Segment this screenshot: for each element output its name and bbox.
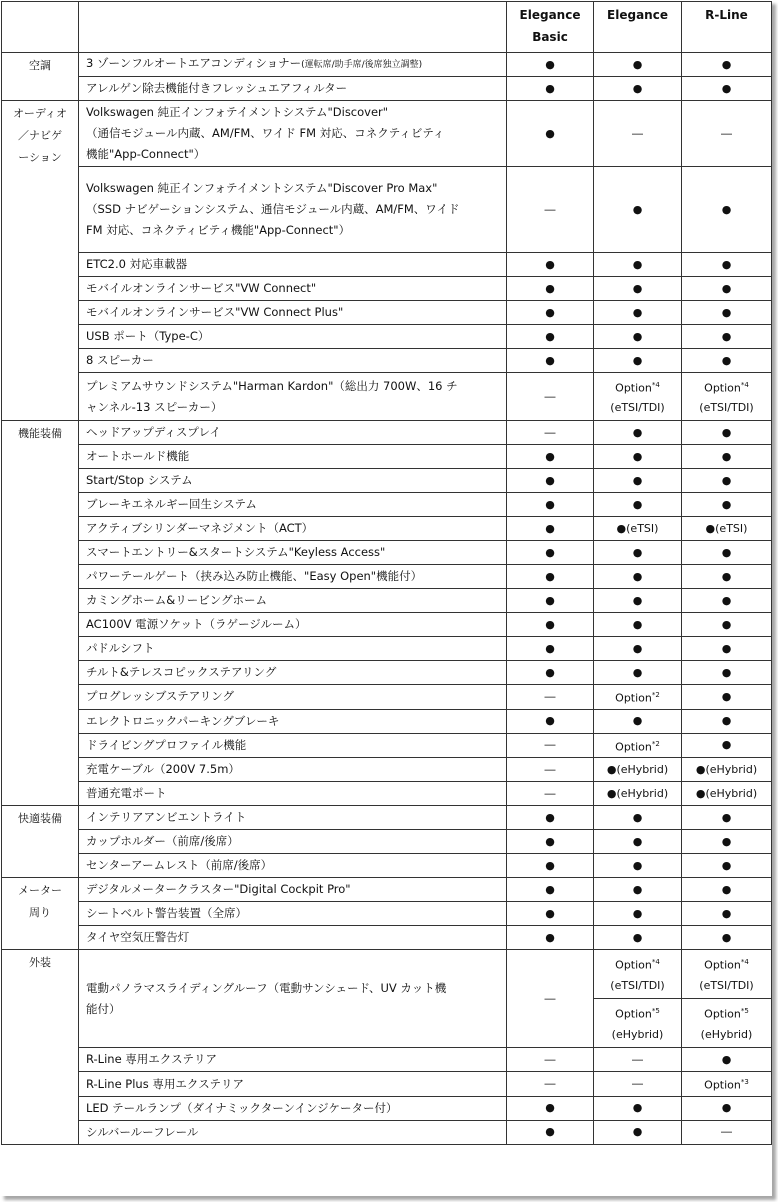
feature-label: アクティブシリンダーマネジメント（ACT） [79, 517, 507, 541]
value-r-line: ● [682, 77, 772, 101]
feature-label: USB ポート（Type-C） [79, 325, 507, 349]
table-row [2, 950, 772, 999]
value-elegance: Option$^{*4}$ (eTSI/TDI) [594, 373, 682, 421]
value-r-line: ● [682, 253, 772, 277]
value-elegance: ● [594, 1120, 682, 1144]
table-row [2, 830, 772, 854]
value-elegance-basic: ● [507, 253, 594, 277]
feature-label: モバイルオンラインサービス"VW Connect Plus" [79, 301, 507, 325]
table-row [2, 733, 772, 758]
feature-label: センターアームレスト（前席/後席） [79, 854, 507, 878]
feature-label: プレミアムサウンドシステム"Harman Kardon"（総出力 700W、16 チ ャンネル-13 スピーカー） [79, 373, 507, 421]
feature-label: タイヤ空気圧警告灯 [79, 926, 507, 950]
value-r-line: ● [682, 53, 772, 77]
value-r-line: ● [682, 878, 772, 902]
feature-label: モバイルオンラインサービス"VW Connect" [79, 277, 507, 301]
feature-label: 3 ゾーンフルオートエアコンディショナー(運転席/助手席/後席独立調整) [79, 53, 507, 77]
table-row [2, 878, 772, 902]
value-elegance: ● [594, 325, 682, 349]
category-audio-navigation: オーディオ ／ナビゲ ーション [2, 101, 79, 421]
value-elegance: Option$^{*5}$ (eHybrid) [594, 999, 682, 1048]
value-elegance-basic: ― [507, 950, 594, 1048]
table-row [2, 1072, 772, 1097]
table-row [2, 589, 772, 613]
value-elegance: ● [594, 565, 682, 589]
value-elegance: ● [594, 277, 682, 301]
value-elegance: ● [594, 445, 682, 469]
value-elegance: ●(eHybrid) [594, 782, 682, 806]
table-row [2, 1120, 772, 1144]
value-elegance: ● [594, 1096, 682, 1120]
value-elegance: ● [594, 709, 682, 733]
value-r-line: ● [682, 854, 772, 878]
table-row [2, 469, 772, 493]
value-elegance-basic: ● [507, 661, 594, 685]
table-row [2, 517, 772, 541]
value-r-line: ● [682, 325, 772, 349]
value-elegance: ● [594, 349, 682, 373]
value-elegance: ● [594, 613, 682, 637]
value-elegance: Option$^{*4}$ (eTSI/TDI) [594, 950, 682, 999]
value-elegance-basic: ● [507, 854, 594, 878]
feature-label: ドライビングプロファイル機能 [79, 733, 507, 758]
header-r-line: R-Line [682, 2, 772, 53]
table-row [2, 758, 772, 782]
value-elegance-basic: ● [507, 806, 594, 830]
value-elegance-basic: ● [507, 277, 594, 301]
header-category [2, 2, 79, 53]
feature-label: カミングホーム&リービングホーム [79, 589, 507, 613]
table-row [2, 613, 772, 637]
value-elegance-basic: ― [507, 373, 594, 421]
table-row [2, 493, 772, 517]
value-r-line: ― [682, 101, 772, 167]
header-elegance: Elegance [594, 2, 682, 53]
value-elegance: ― [594, 1072, 682, 1097]
value-r-line: ● [682, 637, 772, 661]
feature-label: インテリアアンビエントライト [79, 806, 507, 830]
value-elegance-basic: ― [507, 733, 594, 758]
table-row [2, 445, 772, 469]
value-r-line: ●(eHybrid) [682, 758, 772, 782]
table-row [2, 685, 772, 710]
table-row [2, 782, 772, 806]
value-r-line: ● [682, 277, 772, 301]
feature-label: 電動パノラマスライディングルーフ（電動サンシェード、UV カット機 能付） [79, 950, 507, 1048]
value-r-line: ● [682, 565, 772, 589]
value-r-line: ● [682, 830, 772, 854]
category-comfort: 快適装備 [2, 806, 79, 878]
feature-label: アレルゲン除去機能付きフレッシュエアフィルター [79, 77, 507, 101]
value-r-line: ● [682, 421, 772, 445]
value-r-line: ● [682, 661, 772, 685]
table-row [2, 325, 772, 349]
table-row [2, 373, 772, 421]
value-elegance-basic: ● [507, 541, 594, 565]
table-row [2, 53, 772, 77]
value-r-line: ● [682, 902, 772, 926]
value-elegance-basic: ● [507, 637, 594, 661]
value-elegance-basic: ● [507, 493, 594, 517]
value-elegance: ● [594, 469, 682, 493]
value-r-line: Option$^{*4}$ (eTSI/TDI) [682, 373, 772, 421]
value-elegance-basic: ● [507, 926, 594, 950]
value-elegance-basic: ― [507, 758, 594, 782]
table-row [2, 167, 772, 253]
value-elegance-basic: ● [507, 349, 594, 373]
table-row [2, 565, 772, 589]
value-elegance-basic: ― [507, 1072, 594, 1097]
value-elegance: ● [594, 830, 682, 854]
feature-label: エレクトロニックパーキングブレーキ [79, 709, 507, 733]
header-elegance-basic: Elegance Basic [507, 2, 594, 53]
value-elegance-basic: ● [507, 1120, 594, 1144]
value-r-line: ● [682, 445, 772, 469]
value-r-line: ● [682, 167, 772, 253]
equipment-table [1, 1, 772, 1145]
value-r-line: Option$^{*5}$ (eHybrid) [682, 999, 772, 1048]
value-r-line: ● [682, 926, 772, 950]
value-r-line: ― [682, 1120, 772, 1144]
value-r-line: ● [682, 1096, 772, 1120]
value-elegance: ● [594, 53, 682, 77]
value-elegance: ● [594, 421, 682, 445]
value-elegance: ● [594, 301, 682, 325]
feature-label: 普通充電ポート [79, 782, 507, 806]
value-r-line: ● [682, 733, 772, 758]
value-elegance: ●(eTSI) [594, 517, 682, 541]
value-elegance: ● [594, 589, 682, 613]
table-row [2, 1096, 772, 1120]
value-elegance-basic: ● [507, 445, 594, 469]
feature-label: R-Line Plus 専用エクステリア [79, 1072, 507, 1097]
category-meter: メーター 周り [2, 878, 79, 950]
value-elegance-basic: ● [507, 589, 594, 613]
feature-label: プログレッシブステアリング [79, 685, 507, 710]
feature-label: R-Line 専用エクステリア [79, 1048, 507, 1072]
value-r-line: ● [682, 685, 772, 710]
value-elegance: ― [594, 1048, 682, 1072]
value-elegance-basic: ● [507, 613, 594, 637]
value-elegance-basic: ● [507, 301, 594, 325]
value-elegance-basic: ● [507, 53, 594, 77]
table-row [2, 926, 772, 950]
table-row [2, 253, 772, 277]
value-elegance-basic: ― [507, 167, 594, 253]
table-row [2, 854, 772, 878]
value-r-line: Option$^{*3}$ [682, 1072, 772, 1097]
feature-label: チルト&テレスコピックステアリング [79, 661, 507, 685]
value-r-line: ● [682, 589, 772, 613]
value-elegance: ● [594, 854, 682, 878]
feature-label: ETC2.0 対応車載器 [79, 253, 507, 277]
table-row [2, 902, 772, 926]
value-elegance-basic: ― [507, 685, 594, 710]
value-elegance: ― [594, 101, 682, 167]
table-row [2, 541, 772, 565]
value-elegance: ● [594, 902, 682, 926]
value-elegance: ● [594, 637, 682, 661]
feature-label: スマートエントリー&スタートシステム"Keyless Access" [79, 541, 507, 565]
value-elegance-basic: ● [507, 101, 594, 167]
feature-label: デジタルメータークラスター"Digital Cockpit Pro" [79, 878, 507, 902]
value-elegance-basic: ● [507, 325, 594, 349]
category-exterior: 外装 [2, 950, 79, 1145]
value-r-line: Option$^{*4}$ (eTSI/TDI) [682, 950, 772, 999]
value-r-line: ● [682, 709, 772, 733]
value-elegance-basic: ● [507, 469, 594, 493]
table-row [2, 101, 772, 167]
value-elegance-basic: ― [507, 782, 594, 806]
category-function: 機能装備 [2, 421, 79, 806]
value-elegance-basic: ● [507, 565, 594, 589]
value-elegance: ● [594, 661, 682, 685]
category-aircon: 空調 [2, 53, 79, 101]
table-row [2, 301, 772, 325]
value-elegance: ●(eHybrid) [594, 758, 682, 782]
feature-label: シルバールーフレール [79, 1120, 507, 1144]
header-feature [79, 2, 507, 53]
value-r-line: ● [682, 469, 772, 493]
feature-label: ブレーキエネルギー回生システム [79, 493, 507, 517]
feature-label: Start/Stop システム [79, 469, 507, 493]
value-elegance-basic: ● [507, 878, 594, 902]
value-r-line: ● [682, 349, 772, 373]
value-r-line: ●(eHybrid) [682, 782, 772, 806]
feature-label: LED テールランプ（ダイナミックターンインジケーター付） [79, 1096, 507, 1120]
table-row [2, 349, 772, 373]
feature-label: カップホルダー（前席/後席） [79, 830, 507, 854]
value-elegance: ● [594, 806, 682, 830]
value-elegance-basic: ● [507, 1096, 594, 1120]
value-elegance-basic: ● [507, 77, 594, 101]
value-elegance: ● [594, 878, 682, 902]
feature-label: Volkswagen 純正インフォテイメントシステム"Discover Pro Max" （SSD ナビゲーションシステム、通信モジュール内蔵、AM/FM、ワイド FM 対応、コネクティビティ機能"App-Connect"） [79, 167, 507, 253]
table-row [2, 77, 772, 101]
table-row [2, 806, 772, 830]
table-row [2, 277, 772, 301]
value-r-line: ● [682, 613, 772, 637]
value-r-line: ● [682, 541, 772, 565]
value-elegance-basic: ― [507, 421, 594, 445]
value-elegance: Option$^{*2}$ [594, 685, 682, 710]
value-r-line: ● [682, 301, 772, 325]
header-row [2, 2, 772, 53]
table-row [2, 661, 772, 685]
table-row [2, 1048, 772, 1072]
feature-label: ヘッドアップディスプレイ [79, 421, 507, 445]
value-elegance-basic: ● [507, 902, 594, 926]
value-elegance: ● [594, 926, 682, 950]
value-elegance: ● [594, 253, 682, 277]
value-elegance: ● [594, 77, 682, 101]
feature-label: パワーテールゲート（挟み込み防止機能、"Easy Open"機能付） [79, 565, 507, 589]
value-elegance: ● [594, 493, 682, 517]
value-elegance-basic: ● [507, 517, 594, 541]
feature-label: 充電ケーブル（200V 7.5m） [79, 758, 507, 782]
value-elegance: ● [594, 541, 682, 565]
feature-label: 8 スピーカー [79, 349, 507, 373]
value-r-line: ● [682, 806, 772, 830]
feature-label: パドルシフト [79, 637, 507, 661]
value-r-line: ● [682, 1048, 772, 1072]
feature-label: Volkswagen 純正インフォテイメントシステム"Discover" （通信モジュール内蔵、AM/FM、ワイド FM 対応、コネクティビティ 機能"App-Connect"） [79, 101, 507, 167]
value-elegance: Option$^{*2}$ [594, 733, 682, 758]
value-elegance-basic: ● [507, 709, 594, 733]
value-elegance-basic: ― [507, 1048, 594, 1072]
value-elegance: ● [594, 167, 682, 253]
table-row [2, 709, 772, 733]
feature-label: オートホールド機能 [79, 445, 507, 469]
value-elegance-basic: ● [507, 830, 594, 854]
feature-label: AC100V 電源ソケット（ラゲージルーム） [79, 613, 507, 637]
value-r-line: ● [682, 493, 772, 517]
feature-label: シートベルト警告装置（全席） [79, 902, 507, 926]
value-r-line: ●(eTSI) [682, 517, 772, 541]
table-row [2, 637, 772, 661]
table-row [2, 421, 772, 445]
